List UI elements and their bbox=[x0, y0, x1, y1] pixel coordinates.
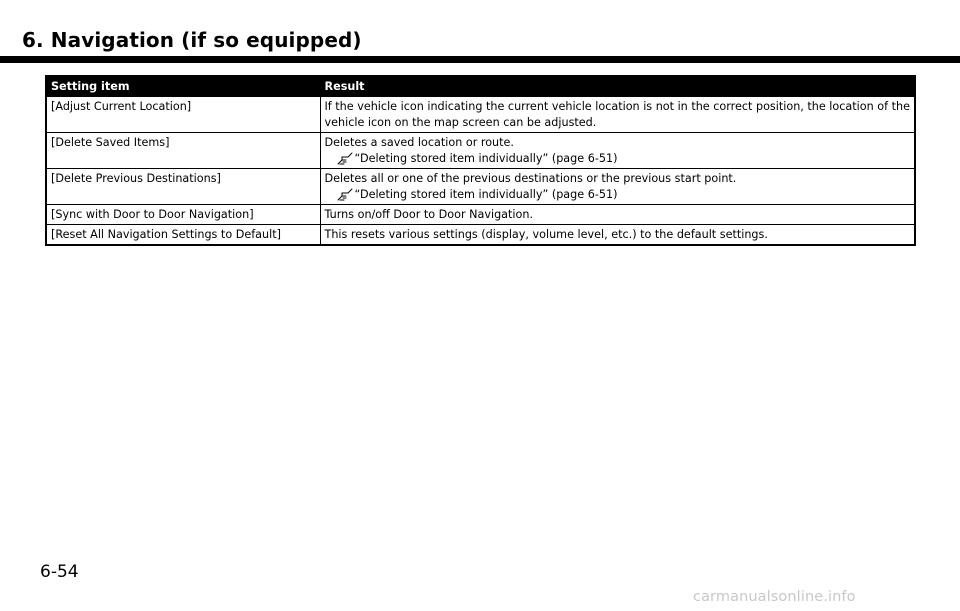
page-header bbox=[0, 0, 960, 64]
pointing-hand-icon bbox=[337, 152, 353, 166]
page-reference[interactable] bbox=[325, 151, 911, 167]
result-text: Deletes all or one of the previous destinations or the previous start point. bbox=[324, 172, 737, 185]
page-reference-text: “Deleting stored item individually” (page 6-51) bbox=[354, 188, 618, 201]
setting-item-cell: [Delete Saved Items] bbox=[46, 133, 320, 169]
result-text: This resets various settings (display, volume level, etc.) to the default settings. bbox=[324, 228, 768, 241]
result-cell bbox=[320, 169, 915, 205]
setting-item-cell: [Reset All Navigation Settings to Default] bbox=[46, 225, 320, 246]
table-row bbox=[46, 225, 915, 246]
table-row bbox=[46, 169, 915, 205]
result-text: If the vehicle icon indicating the current vehicle location is not in the correct position, the location of the vehicle icon on the map screen can be adjusted. bbox=[324, 100, 910, 129]
pointing-hand-icon bbox=[337, 188, 353, 202]
result-cell bbox=[320, 97, 915, 133]
page-number: 6-54 bbox=[40, 562, 79, 582]
table-row bbox=[46, 97, 915, 133]
table-header-row bbox=[46, 76, 915, 97]
page-reference[interactable] bbox=[325, 187, 911, 203]
page-reference-text: “Deleting stored item individually” (page 6-51) bbox=[354, 152, 618, 165]
result-cell bbox=[320, 225, 915, 246]
result-text: Deletes a saved location or route. bbox=[324, 136, 514, 149]
result-text: Turns on/off Door to Door Navigation. bbox=[324, 208, 534, 221]
settings-table bbox=[45, 75, 916, 246]
header-rule bbox=[0, 56, 960, 63]
setting-item-cell: [Sync with Door to Door Navigation] bbox=[46, 205, 320, 225]
table-row bbox=[46, 205, 915, 225]
setting-item-cell: [Delete Previous Destinations] bbox=[46, 169, 320, 205]
watermark: carmanualsonline.info bbox=[693, 589, 856, 605]
column-header-setting-item: Setting item bbox=[46, 76, 320, 97]
column-header-result: Result bbox=[320, 76, 915, 97]
setting-item-cell: [Adjust Current Location] bbox=[46, 97, 320, 133]
result-cell bbox=[320, 133, 915, 169]
chapter-title: 6. Navigation (if so equipped) bbox=[22, 28, 362, 52]
result-cell bbox=[320, 205, 915, 225]
table-row bbox=[46, 133, 915, 169]
